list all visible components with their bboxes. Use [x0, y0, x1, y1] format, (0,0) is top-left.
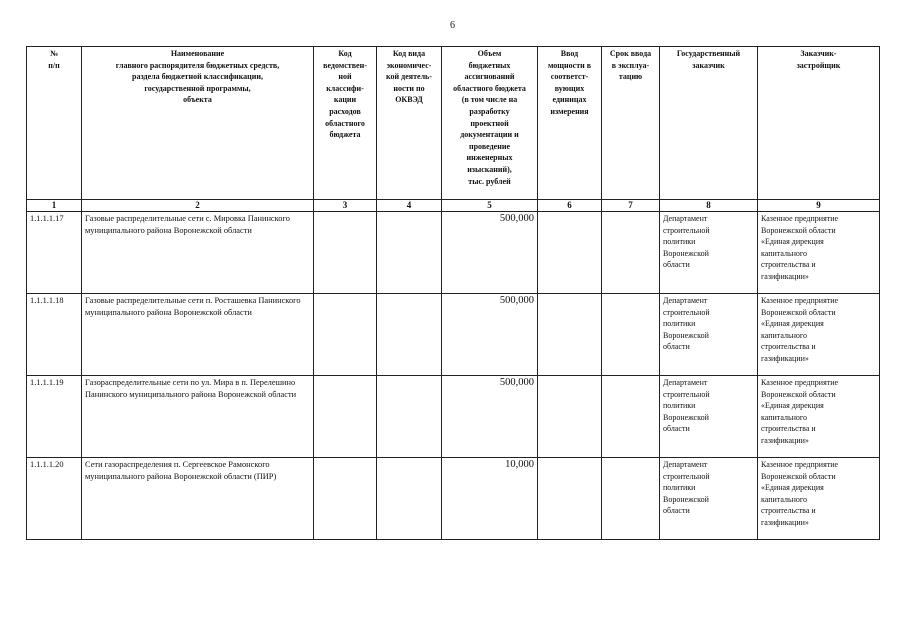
- state-customer: Департамент строительной политики Воронежской области: [660, 376, 758, 458]
- budget-amount: 10,000: [442, 458, 538, 540]
- object-name: Газовые распределительные сети п. Росташевка Панинского муниципального района Воронежской области: [82, 294, 314, 376]
- table-row: [27, 212, 880, 294]
- object-name: Сети газораспределения п. Сергеевское Рамонского муниципального района Воронежской области (ПИР): [82, 458, 314, 540]
- budget-amount: 500,000: [442, 376, 538, 458]
- table-row: [27, 458, 880, 540]
- state-customer: Департамент строительной политики Воронежской области: [660, 294, 758, 376]
- capacity: [538, 294, 602, 376]
- dept-code: [314, 458, 377, 540]
- column-number: 7: [602, 200, 660, 212]
- header-cell: № п/п: [27, 47, 82, 200]
- column-number: 3: [314, 200, 377, 212]
- capacity: [538, 458, 602, 540]
- commissioning-term: [602, 294, 660, 376]
- okved-code: [377, 458, 442, 540]
- header-cell: Ввод мощности в соответст- вующих единицах измерения: [538, 47, 602, 200]
- header-cell: Заказчик- застройщик: [758, 47, 880, 200]
- state-customer: Департамент строительной политики Воронежской области: [660, 212, 758, 294]
- column-number: 9: [758, 200, 880, 212]
- header-cell: Код вида экономичес- кой деятель- ности по ОКВЭД: [377, 47, 442, 200]
- dept-code: [314, 294, 377, 376]
- customer-developer: Казенное предприятие Воронежской области «Единая дирекция капитального строительства и газификации»: [758, 376, 880, 458]
- header-cell: Код ведомствен- ной классифи- кации расходов областного бюджета: [314, 47, 377, 200]
- header-cell: Наименование главного распорядителя бюджетных средств, раздела бюджетной классификации, государственной программы, объекта: [82, 47, 314, 200]
- column-number-row: [27, 200, 880, 212]
- okved-code: [377, 376, 442, 458]
- column-number: 4: [377, 200, 442, 212]
- column-number: 8: [660, 200, 758, 212]
- customer-developer: Казенное предприятие Воронежской области «Единая дирекция капитального строительства и газификации»: [758, 294, 880, 376]
- capacity: [538, 376, 602, 458]
- row-code: 1.1.1.1.17: [27, 212, 82, 294]
- row-code: 1.1.1.1.18: [27, 294, 82, 376]
- column-number: 1: [27, 200, 82, 212]
- table-row: [27, 294, 880, 376]
- page-number: 6: [450, 20, 455, 31]
- row-code: 1.1.1.1.20: [27, 458, 82, 540]
- table-row: [27, 376, 880, 458]
- okved-code: [377, 212, 442, 294]
- header-cell: Срок ввода в эксплуа- тацию: [602, 47, 660, 200]
- commissioning-term: [602, 212, 660, 294]
- dept-code: [314, 212, 377, 294]
- commissioning-term: [602, 458, 660, 540]
- budget-amount: 500,000: [442, 294, 538, 376]
- header-cell: Объем бюджетных ассигнований областного бюджета (в том числе на разработку проектной документации и проведение инженерных изысканий), тыс. рублей: [442, 47, 538, 200]
- row-code: 1.1.1.1.19: [27, 376, 82, 458]
- budget-allocation-table: [26, 46, 880, 540]
- commissioning-term: [602, 376, 660, 458]
- capacity: [538, 212, 602, 294]
- column-number: 2: [82, 200, 314, 212]
- column-number: 5: [442, 200, 538, 212]
- customer-developer: Казенное предприятие Воронежской области «Единая дирекция капитального строительства и газификации»: [758, 458, 880, 540]
- budget-amount: 500,000: [442, 212, 538, 294]
- header-row: [27, 47, 880, 200]
- state-customer: Департамент строительной политики Воронежской области: [660, 458, 758, 540]
- object-name: Газовые распределительные сети с. Мировка Панинского муниципального района Воронежской области: [82, 212, 314, 294]
- dept-code: [314, 376, 377, 458]
- object-name: Газораспределительные сети по ул. Мира в п. Перелешино Панинского муниципального района Воронежской области: [82, 376, 314, 458]
- column-number: 6: [538, 200, 602, 212]
- okved-code: [377, 294, 442, 376]
- customer-developer: Казенное предприятие Воронежской области «Единая дирекция капитального строительства и газификации»: [758, 212, 880, 294]
- header-cell: Государственный заказчик: [660, 47, 758, 200]
